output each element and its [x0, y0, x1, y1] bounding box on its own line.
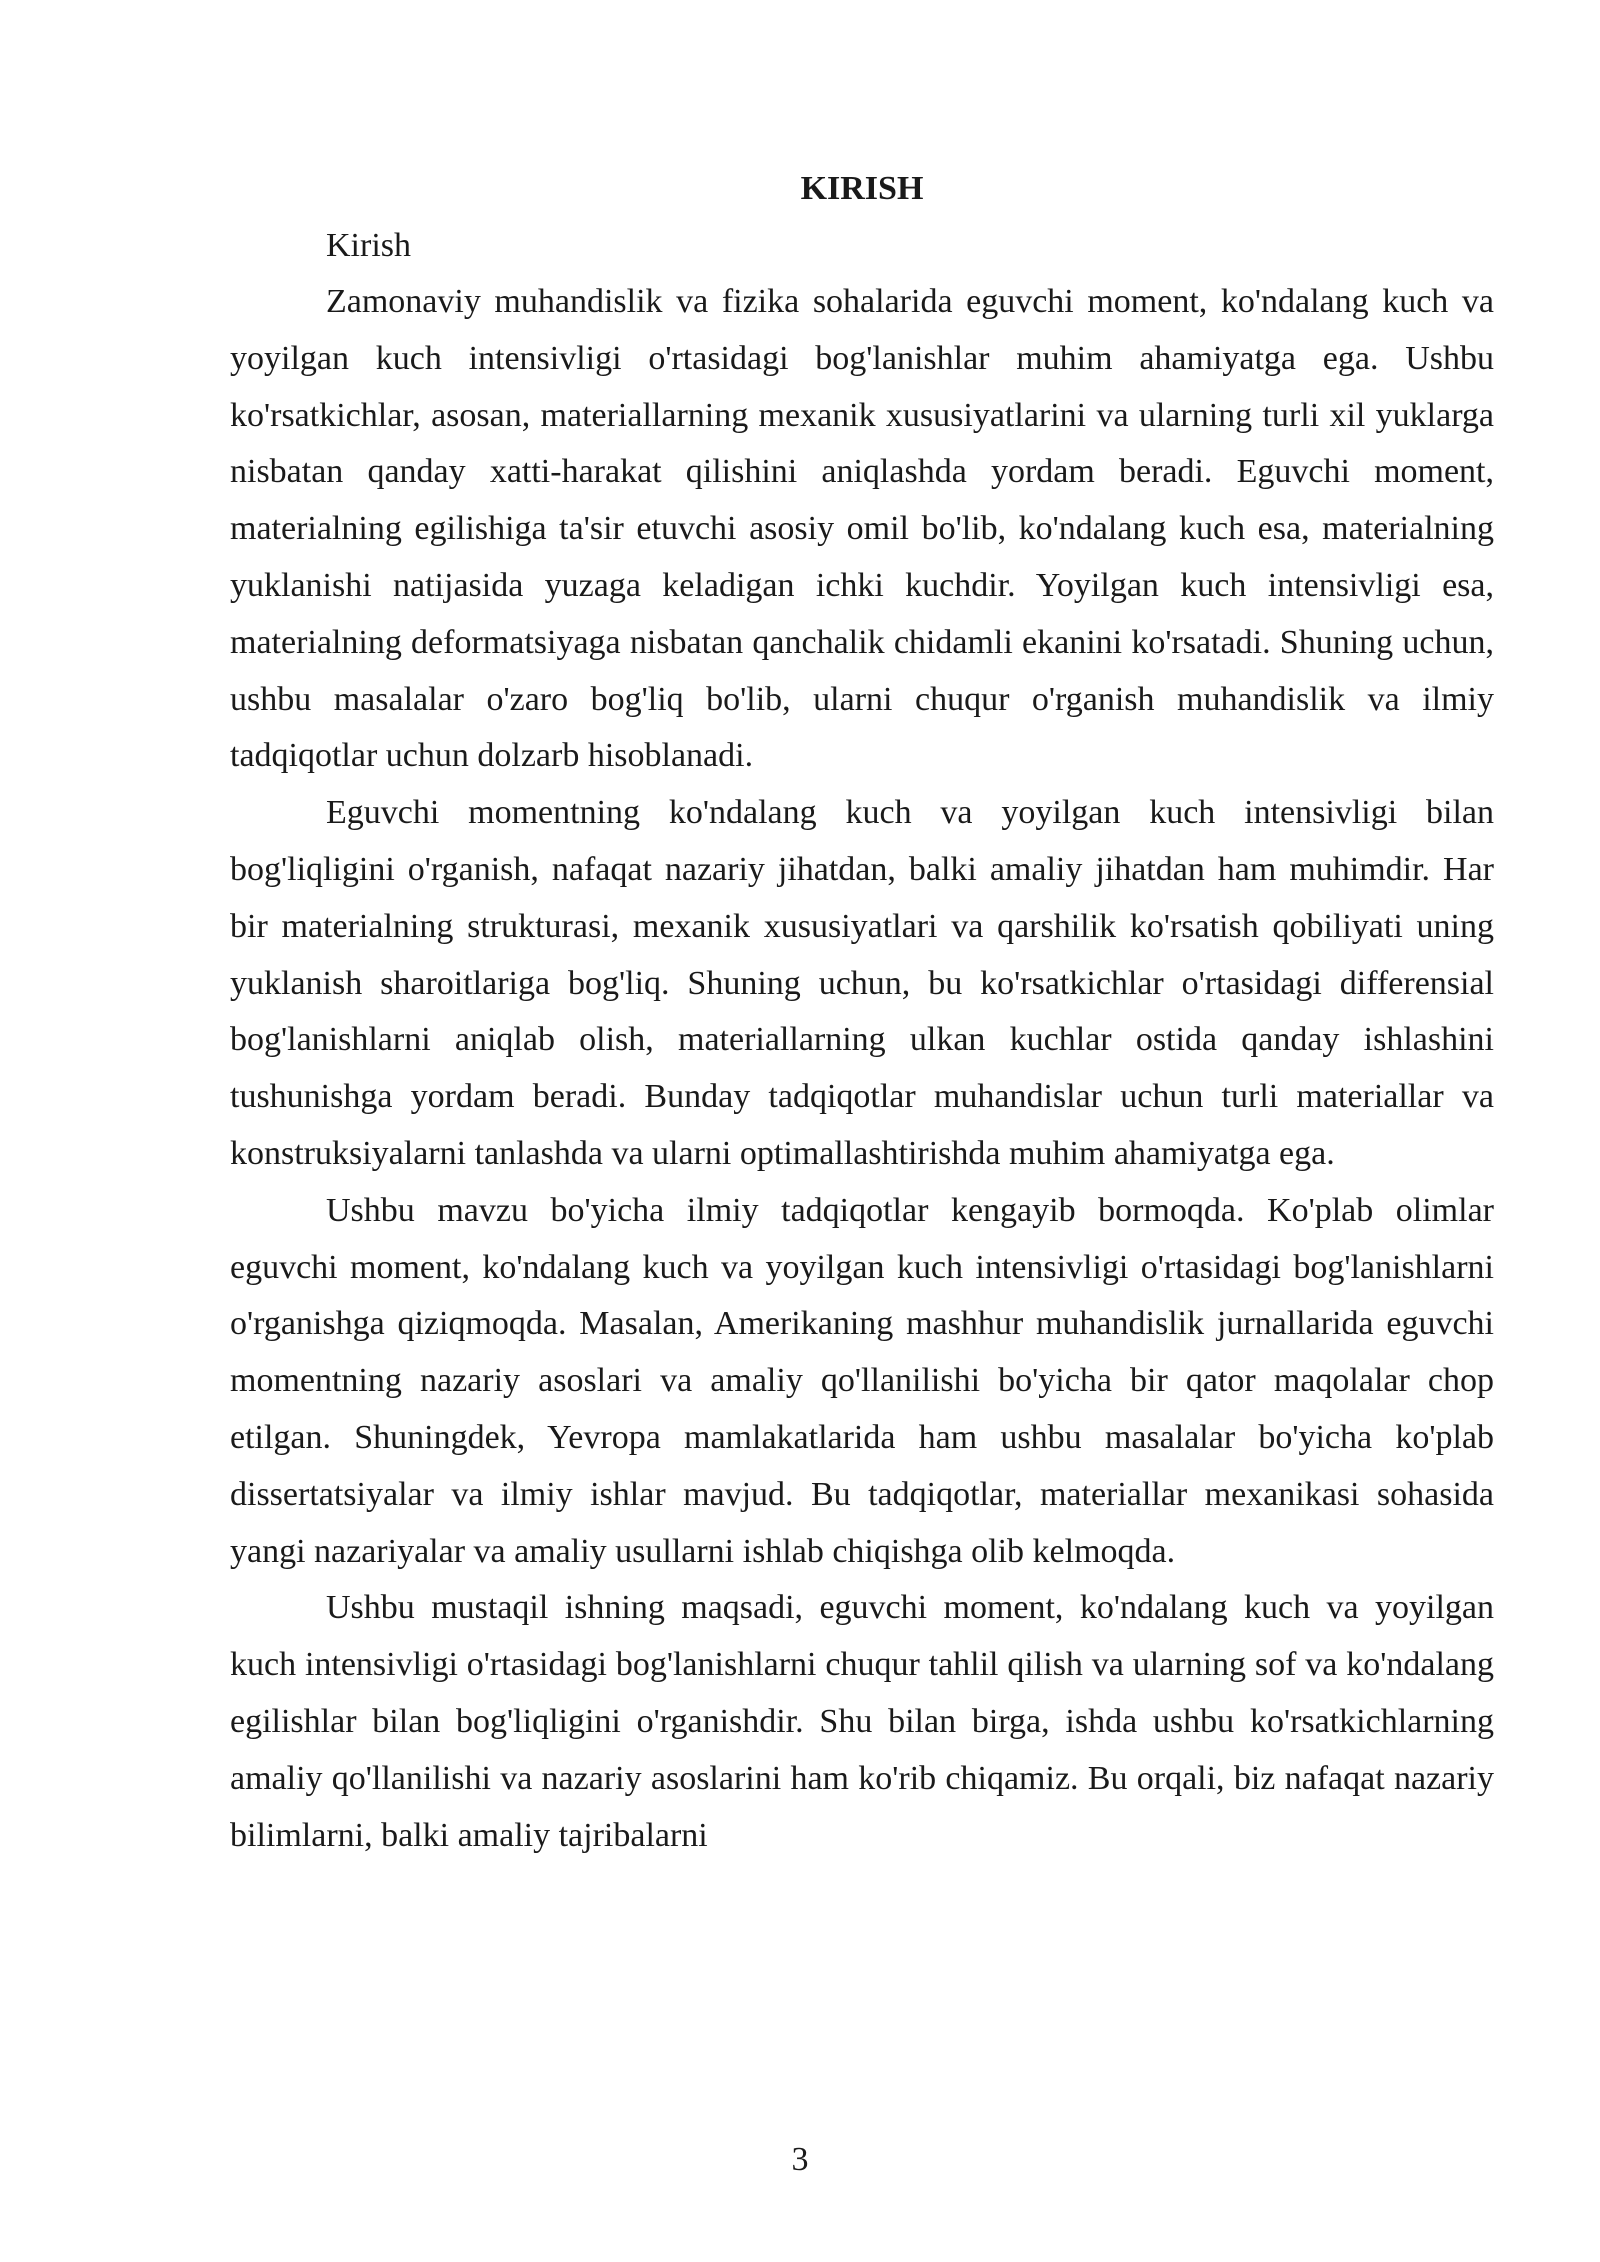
paragraph-1: Zamonaviy muhandislik va fizika sohalarida eguvchi moment, ko'ndalang kuch va yoyilgan kuch intensivligi o'rtasidagi bog'lanishlar muhim ahamiyatga ega. Ushbu ko'rsatkichlar, asosan, materiallarning mexanik xususiyatlarini va ularning turli xil yuklarga nisbatan qanday xatti-harakat qilishini aniqlashda yordam beradi. Eguvchi moment, materialning egilishiga ta'sir etuvchi asosiy omil bo'lib, ko'ndalang kuch esa, materialning yuklanishi natijasida yuzaga keladigan ichki kuchdir. Yoyilgan kuch intensivligi esa, materialning deformatsiyaga nisbatan qanchalik chidamli ekanini ko'rsatadi. Shuning uchun, ushbu masalalar o'zaro bog'liq bo'lib, ularni chuqur o'rganish muhandislik va ilmiy tadqiqotlar uchun dolzarb hisoblanadi. — [230, 283, 1494, 775]
page-number: 3 — [791, 2141, 809, 2178]
page-content — [230, 160, 1494, 1864]
page-title: KIRISH — [800, 170, 924, 207]
section-subheading: Kirish — [326, 227, 411, 264]
paragraph-2: Eguvchi momentning ko'ndalang kuch va yoyilgan kuch intensivligi bilan bog'liqligini o'rganish, nafaqat nazariy jihatdan, balki amaliy jihatdan ham muhimdir. Har bir materialning strukturasi, mexanik xususiyatlari va qarshilik ko'rsatish qobiliyati uning yuklanish sharoitlariga bog'liq. Shuning uchun, bu ko'rsatkichlar o'rtasidagi differensial bog'lanishlarni aniqlab olish, materiallarning ulkan kuchlar ostida qanday ishlashini tushunishga yordam beradi. Bunday tadqiqotlar muhandislar uchun turli materiallar va konstruksiyalarni tanlashda va ularni optimallashtirishda muhim ahamiyatga ega. — [230, 794, 1494, 1172]
paragraph-3: Ushbu mavzu bo'yicha ilmiy tadqiqotlar kengayib bormoqda. Ko'plab olimlar eguvchi moment, ko'ndalang kuch va yoyilgan kuch intensivligi o'rtasidagi bog'lanishlarni o'rganishga qiziqmoqda. Masalan, Amerikaning mashhur muhandislik jurnallarida eguvchi momentning nazariy asoslari va amaliy qo'llanilishi bo'yicha bir qator maqolalar chop etilgan. Shuningdek, Yevropa mamlakatlarida ham ushbu masalalar bo'yicha ko'plab dissertatsiyalar va ilmiy ishlar mavjud. Bu tadqiqotlar, materiallar mexanikasi sohasida yangi nazariyalar va amaliy usullarni ishlab chiqishga olib kelmoqda. — [230, 1191, 1494, 1570]
paragraph-4: Ushbu mustaqil ishning maqsadi, eguvchi moment, ko'ndalang kuch va yoyilgan kuch intensivligi o'rtasidagi bog'lanishlarni chuqur tahlil qilish va ularning sof va ko'ndalang egilishlar bilan bog'liqligini o'rganishdir. Shu bilan birga, ishda ushbu ko'rsatkichlarning amaliy qo'llanilishi va nazariy asoslarini ham ko'rib chiqamiz. Bu orqali, biz nafaqat nazariy bilimlarni, balki amaliy tajribalarni — [230, 1589, 1494, 1854]
